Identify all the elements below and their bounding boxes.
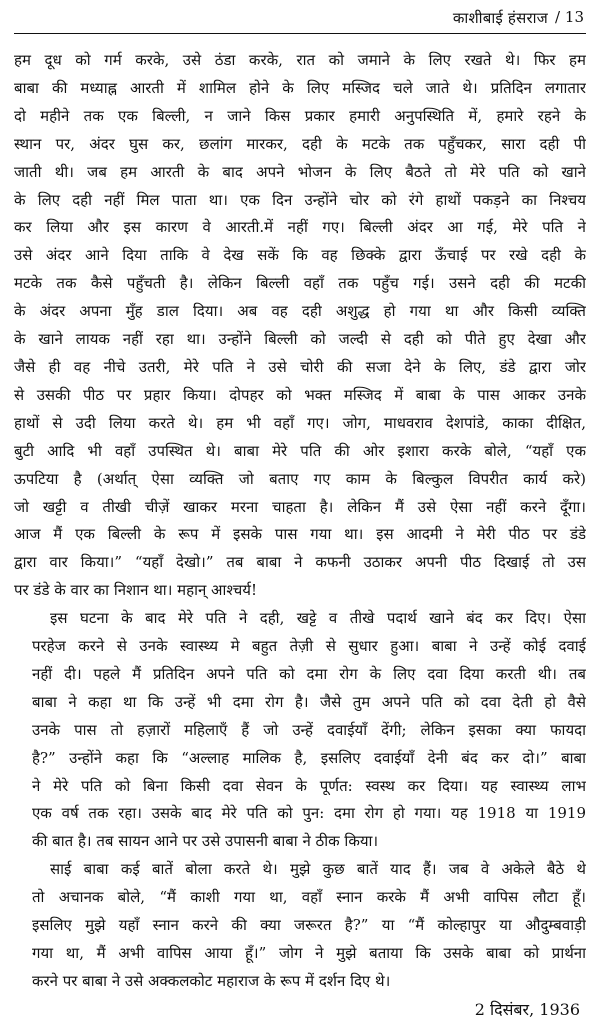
text-line: एक वर्ष तक रहा। उसके बाद मेरे पति को पुन: दमा रोग हो गया। यह 1918 या 1919 (32, 804, 586, 823)
text-line: जैसे ही वह नीचे उतरी, मेरे पति ने उसे चोरी की सजा देने के लिए, डंडे द्वारा जोर (14, 357, 586, 376)
date-signoff: 2 दिसंबर, 1936 (474, 999, 580, 1019)
text-line: जाती थी। जब हम आरती के बाद अपने भोजन के लिए बैठते तो मेरे पति को खाने (14, 162, 586, 181)
text-line: ने मेरे पति को बिना किसी दवा सेवन के पूर्णत: स्वस्थ कर दिया। यह स्वास्थ्य लाभ (32, 776, 586, 795)
text-line: दो महीने तक एक बिल्ली, न जाने किस प्रकार हमारी अनुपस्थिति में, हमारे रहने के (14, 106, 586, 125)
text-line: कर लिया और इस कारण वे आरती.में नहीं गए। बिल्ली अंदर आ गई, मेरे पति ने (14, 218, 586, 237)
text-line: इस घटना के बाद मेरे पति ने दही, खट्टे व तीखे पदार्थ खाने बंद कर दिए। ऐसा (50, 609, 586, 628)
body-text (14, 47, 586, 996)
text-line: उनके पास तो हज़ारों महिलाएँ हैं जो उन्हें दवाईयाँ देंगी; लेकिन इसका क्या फायदा (32, 720, 586, 739)
text-line: इसलिए मुझे यहाँ स्नान करने की क्या जरूरत है?” या “मैं कोल्हापुर या औदुम्बवाड़ी (32, 916, 586, 935)
running-header (14, 6, 586, 34)
paragraph (14, 605, 586, 856)
text-line: स्थान पर, अंदर घुस कर, छलांग मारकर, दही के मटके तक पहुँचकर, सारा दही पी (14, 134, 586, 153)
text-line: जो खट्टी व तीखी चीज़ें खाकर मरना चाहता है। लेकिन मैं उसे ऐसा नहीं करने दूँगा। (14, 497, 586, 516)
paragraph (14, 856, 586, 996)
text-line: से उसकी पीठ पर प्रहार किया। दोपहर को भक्त मस्जिद में बाबा के पास आकर उनके (14, 385, 586, 404)
text-line: तो अचानक बोले, “मैं काशी गया था, वहाँ स्नान करके मैं अभी वापिस लौटा हूँ। (32, 888, 586, 907)
text-line: हाथों से उदी लिया करते थे। हम भी वहाँ गए। जोग, माधवराव देशपांडे, काका दीक्षित, (14, 413, 586, 432)
text-line: हम दूध को गर्म करके, उसे ठंडा करके, रात को जमाने के लिए रखते थे। फिर हम (14, 51, 586, 69)
header-rule (14, 33, 586, 34)
text-line: है?” उन्होंने कहा कि “अल्लाह मालिक है, इसलिए दवाईयाँ देनी बंद कर दो।” बाबा (32, 748, 586, 767)
text-line: करने पर बाबा ने उसे अक्कलकोट महाराज के रूप में दर्शन दिए थे। (32, 971, 391, 990)
text-line: बुटी आदि भी वहाँ उपस्थित थे। बाबा मेरे पति की ओर इशारा करके बोले, “यहाँ एक (14, 441, 586, 460)
text-line: के खाने लायक नहीं रहा था। उन्होंने बिल्ली को जल्दी से दही को पीते हुए देखा और (14, 330, 586, 349)
chapter-title: काशीबाई हंसराज (452, 9, 548, 27)
paragraph (14, 47, 586, 605)
text-line: के लिए दही नहीं मिल पाता था। एक दिन उन्होंने चोर को रंगे हाथों पकड़ने का निश्चय (14, 190, 586, 209)
text-line: पर डंडे के वार का निशान था। महान् आश्चर्य! (14, 581, 258, 600)
text-line: की बात है। तब सायन आने पर उसे उपासनी बाबा ने ठीक किया। (32, 832, 379, 851)
text-line: बाबा की मध्याह्न आरती में शामिल होने के लिए मस्जिद चले जाते थे। प्रतिदिन लगातार (14, 78, 586, 97)
text-line: उसे अंदर आने दिया ताकि वे देख सकें कि वह छिक्के द्वारा ऊँचाई पर रखे दही के (14, 246, 586, 265)
header-separator: / (554, 8, 560, 26)
text-line: नहीं दी। पहले मैं प्रतिदिन अपने पति को दमा रोग के लिए दवा दिया करती थी। तब (32, 664, 586, 683)
text-line: परहेज करने से उनके स्वास्थ्य मे बहुत तेज़ी से सुधार हुआ। बाबा ने उन्हें कोई दवाई (32, 637, 586, 656)
text-line: बाबा ने कहा था कि उन्हें भी दमा रोग है। जैसे तुम अपने पति को दवा देती हो वैसे (32, 692, 586, 711)
text-line: के अंदर अपना मुँह डाल दिया। अब वह दही अशुद्ध हो गया था और किसी व्यक्ति (14, 302, 586, 321)
page-number: 13 (564, 8, 584, 26)
text-line: मटके तक कैसे पहुँचती है। लेकिन बिल्ली वहाँ तक पहुँच गई। उसने दही की मटकी (14, 274, 586, 293)
text-line: आज मैं एक बिल्ली के रूप में इसके पास गया था। इस आदमी ने मेरी पीठ पर डंडे (14, 525, 586, 544)
text-line: साई बाबा कई बातें बोला करते थे। मुझे कुछ बातें याद हैं। जब वे अकेले बैठे थे (50, 860, 586, 879)
text-line: गया था, मैं अभी वापिस आया हूँ।” जोग ने मुझे बताया कि उसके बाबा को प्रार्थना (32, 944, 586, 962)
text-line: ऊपटिया है (अर्थात् ऐसा व्यक्ति जो बताए गए काम के बिल्कुल विपरीत कार्य करे) (14, 469, 586, 488)
text-line: द्वारा वार किया।” “यहाँ देखो।” तब बाबा ने कफनी उठाकर अपनी पीठ दिखाई तो उस (14, 553, 586, 572)
